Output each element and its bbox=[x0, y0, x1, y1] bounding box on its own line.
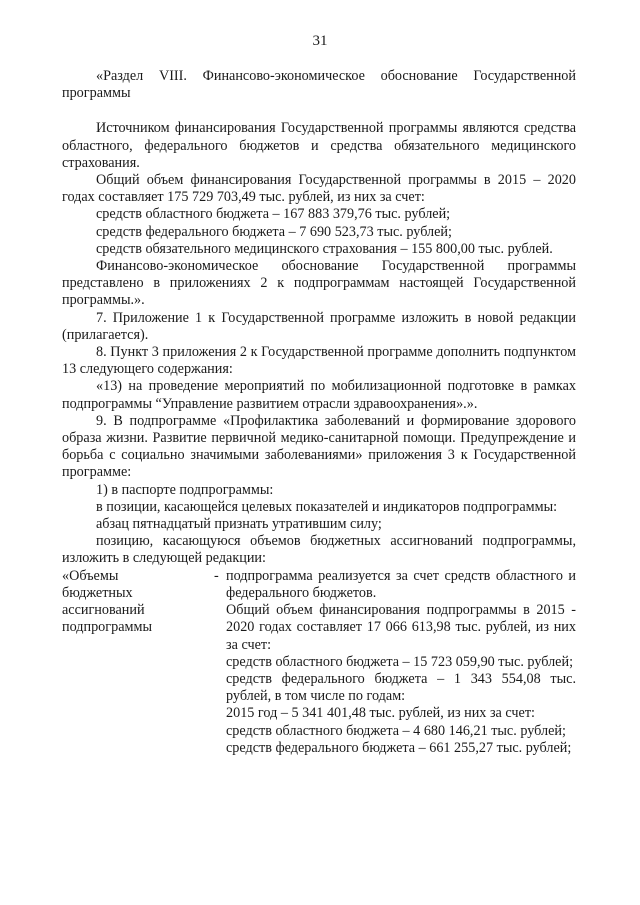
table-term bbox=[62, 568, 214, 757]
definition-paragraph: Общий объем финансирования подпрограммы в 2015 - 2020 годах составляет 17 066 613,98 тыс. рублей, из них за счет: bbox=[226, 602, 576, 653]
section-heading: «Раздел VIII. Финансово-экономическое обоснование Государственной программы bbox=[62, 68, 576, 102]
paragraph: Общий объем финансирования Государственной программы в 2015 – 2020 годах составляет 175 729 703,49 тыс. рублей, из них за счет: bbox=[62, 172, 576, 206]
paragraph: в позиции, касающейся целевых показателей и индикаторов подпрограммы: bbox=[96, 498, 558, 515]
budget-table bbox=[62, 568, 576, 757]
paragraph: 8. Пункт 3 приложения 2 к Государственной программе дополнить подпунктом 13 следующего содержания: bbox=[62, 344, 576, 378]
page-number: 31 bbox=[312, 33, 328, 49]
paragraph: средств областного бюджета – 167 883 379,76 тыс. рублей; bbox=[96, 206, 451, 223]
table-dash: - bbox=[214, 567, 219, 584]
paragraph: 1) в паспорте подпрограммы: bbox=[96, 481, 274, 498]
definition-paragraph: средств федерального бюджета – 661 255,27 тыс. рублей; bbox=[226, 739, 572, 756]
paragraph: Источником финансирования Государственной программы являются средства областного, федерального бюджетов и средства обязательного медицинского страхования. bbox=[62, 120, 576, 171]
definition-paragraph: средств областного бюджета – 15 723 059,90 тыс. рублей; bbox=[226, 653, 574, 670]
paragraph-gap bbox=[62, 102, 576, 120]
table-definition bbox=[226, 568, 576, 757]
definition-paragraph: средств федерального бюджета – 1 343 554,08 тыс. рублей, в том числе по годам: bbox=[226, 670, 576, 705]
table-term-line: «Объемы bbox=[62, 567, 119, 584]
document-body bbox=[62, 68, 576, 757]
paragraph: 7. Приложение 1 к Государственной программе изложить в новой редакции (прилагается). bbox=[62, 309, 576, 343]
paragraph: средств обязательного медицинского страхования – 155 800,00 тыс. рублей. bbox=[96, 240, 553, 257]
table-term-line: подпрограммы bbox=[62, 619, 152, 636]
definition-paragraph: подпрограмма реализуется за счет средств областного и федерального бюджетов. bbox=[226, 567, 576, 601]
paragraph: средств федерального бюджета – 7 690 523,73 тыс. рублей; bbox=[96, 223, 452, 240]
paragraph: Финансово-экономическое обоснование Государственной программы представлено в приложениях 2 к подпрограммам настоящей Государственной программы.». bbox=[62, 258, 576, 309]
definition-paragraph: 2015 год – 5 341 401,48 тыс. рублей, из них за счет: bbox=[226, 705, 535, 722]
table-term-line: ассигнований bbox=[62, 602, 145, 619]
definition-paragraph: средств областного бюджета – 4 680 146,21 тыс. рублей; bbox=[226, 722, 566, 739]
paragraph: «13) на проведение мероприятий по мобилизационной подготовке в рамках подпрограммы “Управление развитием отрасли здравоохранения».». bbox=[62, 378, 576, 412]
table-term-line: бюджетных bbox=[62, 584, 133, 601]
paragraph: позицию, касающуюся объемов бюджетных ассигнований подпрограммы, изложить в следующей редакции: bbox=[62, 533, 576, 567]
paragraph: 9. В подпрограмме «Профилактика заболеваний и формирование здорового образа жизни. Развитие первичной медико-санитарной помощи. Предупреждение и борьба с социально значимыми заболеваниями» приложения 3 к Государственной программе: bbox=[62, 412, 576, 481]
paragraph: абзац пятнадцатый признать утратившим силу; bbox=[96, 516, 382, 533]
